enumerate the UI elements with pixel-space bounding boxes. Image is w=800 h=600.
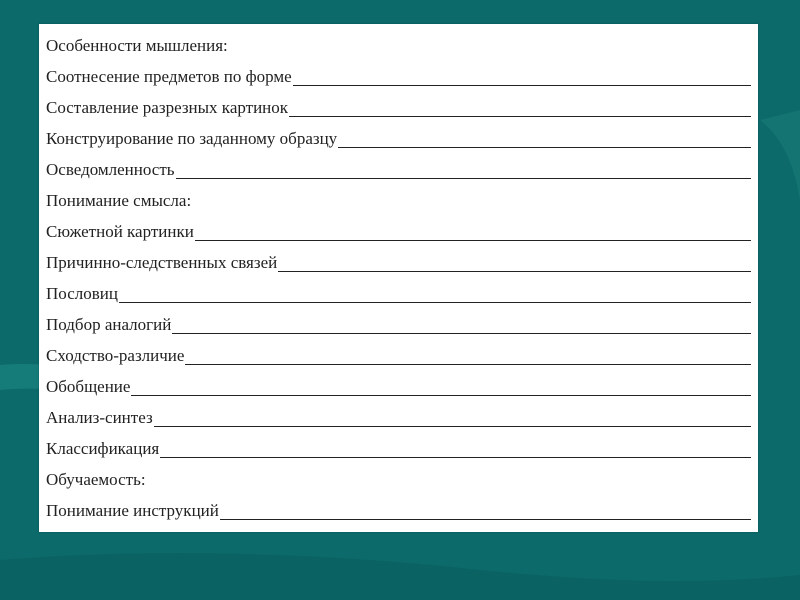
form-rows [46, 30, 751, 526]
form-field-row [46, 371, 751, 402]
form-field-row [46, 123, 751, 154]
section-heading [46, 185, 751, 216]
section-heading [46, 30, 751, 61]
section-heading [46, 464, 751, 495]
field-label: Конструирование по заданному образцу [46, 129, 338, 148]
fill-in-blank-line[interactable] [172, 333, 751, 334]
field-label: Сюжетной картинки [46, 222, 194, 241]
fill-in-blank-line[interactable] [176, 178, 751, 179]
section-heading-label: Понимание смысла: [46, 191, 192, 210]
fill-in-blank-line[interactable] [160, 457, 751, 458]
form-field-row [46, 402, 751, 433]
field-label: Классификация [46, 439, 160, 458]
field-label: Анализ-синтез [46, 408, 153, 427]
fill-in-blank-line[interactable] [131, 395, 751, 396]
field-label: Сходство-различие [46, 346, 185, 365]
field-label: Составление разрезных картинок [46, 98, 289, 117]
field-label: Причинно-следственных связей [46, 253, 278, 272]
form-field-row [46, 216, 751, 247]
form-field-row [46, 340, 751, 371]
fill-in-blank-line[interactable] [154, 426, 751, 427]
form-field-row [46, 495, 751, 526]
fill-in-blank-line[interactable] [195, 240, 751, 241]
fill-in-blank-line[interactable] [185, 364, 751, 365]
field-label: Пословиц [46, 284, 118, 303]
field-label: Осведомленность [46, 160, 175, 179]
field-label: Обобщение [46, 377, 131, 396]
fill-in-blank-line[interactable] [338, 147, 751, 148]
section-heading-label: Особенности мышления: [46, 36, 228, 55]
form-field-row [46, 247, 751, 278]
form-field-row [46, 309, 751, 340]
field-label: Соотнесение предметов по форме [46, 67, 292, 86]
form-field-row [46, 433, 751, 464]
form-field-row [46, 92, 751, 123]
fill-in-blank-line[interactable] [220, 519, 751, 520]
field-label: Подбор аналогий [46, 315, 172, 334]
field-label: Понимание инструкций [46, 501, 219, 520]
form-field-row [46, 61, 751, 92]
fill-in-blank-line[interactable] [289, 116, 751, 117]
form-field-row [46, 278, 751, 309]
fill-in-blank-line[interactable] [119, 302, 751, 303]
section-heading-label: Обучаемость: [46, 470, 146, 489]
fill-in-blank-line[interactable] [278, 271, 751, 272]
fill-in-blank-line[interactable] [293, 85, 751, 86]
form-field-row [46, 154, 751, 185]
form-sheet [39, 24, 758, 532]
